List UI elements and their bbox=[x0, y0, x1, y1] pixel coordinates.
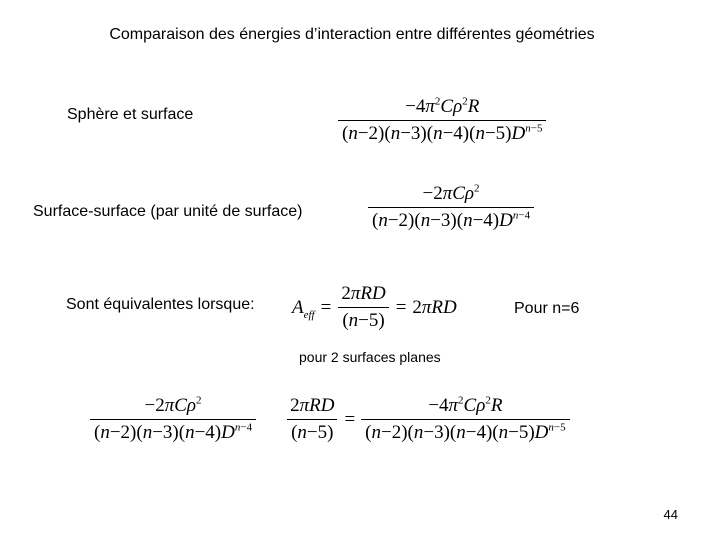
formula-aeff: $A_{eff}$ = $\frac{\text{2πRD}}{(n-5)}$ = 2πRD bbox=[292, 283, 457, 331]
slide-title: Comparaison des énergies d’interaction entre différentes géométries bbox=[109, 26, 595, 43]
formula-surface-surface: $\frac{-2\pi C\rho^2}{(n-2)(n-3)(n-4)D^{n-4}}$ bbox=[368, 183, 534, 232]
label-n6: Pour n=6 bbox=[514, 300, 580, 317]
page-number: 44 bbox=[663, 507, 678, 522]
label-planes: pour 2 surfaces planes bbox=[299, 349, 441, 365]
label-sphere-surface: Sphère et surface bbox=[67, 106, 194, 123]
label-surface-surface: Surface-surface (par unité de surface) bbox=[33, 203, 303, 220]
formula-sphere-surface: $\frac{-4\pi^2C\rho^2R}{(n-2)(n-3)(n-4)(n-5)D^{n-5}}$ bbox=[338, 96, 546, 145]
formula-combined: $\frac{-2\pi C\rho^2}{(n-2)(n-3)(n-4)D^{n-4}}$ $\frac{\text{2πRD}}{(n-5)}$ = $\frac{-4\pi^2C\rho^2R}{(n-2)(n-3)(n-4)(n-5)D^{n-5}}$ bbox=[90, 395, 570, 444]
label-equivalent: Sont équivalentes lorsque: bbox=[66, 296, 255, 313]
